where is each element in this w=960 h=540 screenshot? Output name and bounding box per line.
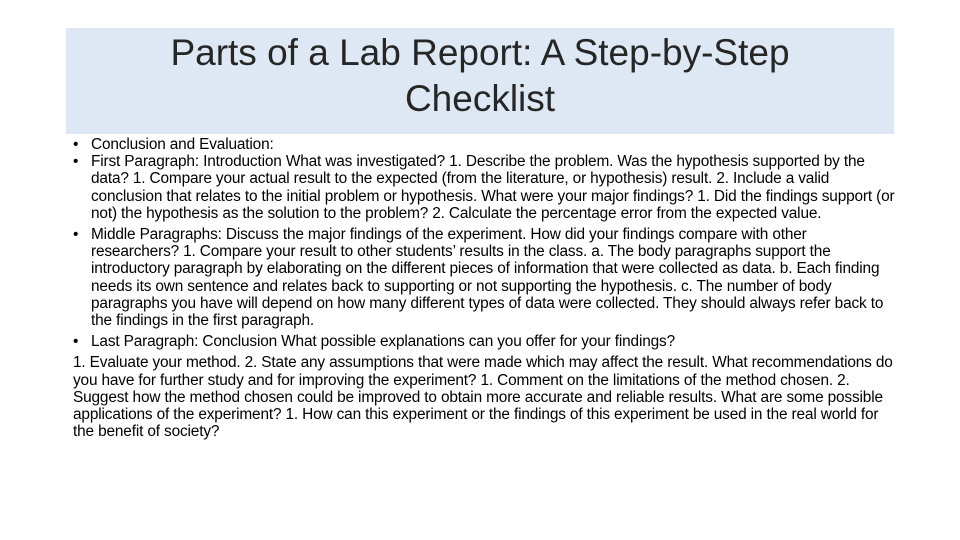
- body-paragraph: 1. Evaluate your method. 2. State any assumptions that were made which may affect the result. What recommendations do you have for further study and for improving the experiment? 1. Comment on the limitations of the method chosen. 2. Suggest how the method chosen could be improved to obtain more accurate and reliable results. What are some possible applications of the experiment? 1. How can this experiment or the findings of this experiment be used in the real world for the benefit of society?: [73, 354, 893, 441]
- bullet-dot: •: [73, 333, 79, 351]
- slide-title-line-2: Checklist: [404, 78, 556, 119]
- bullet-text: Last Paragraph: Conclusion What possible explanations can you offer for your findings?: [91, 333, 675, 351]
- bullet-middle-paragraphs: [73, 226, 895, 329]
- bullet-conclusion-evaluation: [73, 136, 895, 153]
- slide-body: [73, 136, 895, 440]
- slide-title: [66, 30, 894, 122]
- bullet-dot: •: [73, 136, 79, 153]
- bullet-text: First Paragraph: Introduction What was investigated? 1. Describe the problem. Was the hypothesis supported by the data? 1. Compare your actual result to the expected (from the literature, or hypothesis) result. 2. Include a valid conclusion that relates to the initial problem or hypothesis. What were your major findings? 1. Did the findings support (or not) the hypothesis as the solution to the problem? 2. Calculate the percentage error from the expected value.: [91, 153, 895, 222]
- bullet-first-paragraph: [73, 153, 895, 222]
- bullet-dot: •: [73, 226, 79, 244]
- bullet-text: Conclusion and Evaluation:: [91, 136, 274, 153]
- bullet-last-paragraph: [73, 333, 895, 350]
- slide-title-line-1: Parts of a Lab Report: A Step-by-Step: [170, 32, 790, 73]
- bullet-text: Middle Paragraphs: Discuss the major findings of the experiment. How did your findings compare with other researchers? 1. Compare your result to other students’ results in the class. a. The body paragraphs support the introductory paragraph by elaborating on the different pieces of information that were collected as data. b. Each finding needs its own sentence and relates back to supporting or not supporting the hypothesis. c. The number of body paragraphs you have will depend on how many different types of data were collected. They should always refer back to the findings in the first paragraph.: [91, 226, 884, 330]
- bullet-dot: •: [73, 153, 79, 171]
